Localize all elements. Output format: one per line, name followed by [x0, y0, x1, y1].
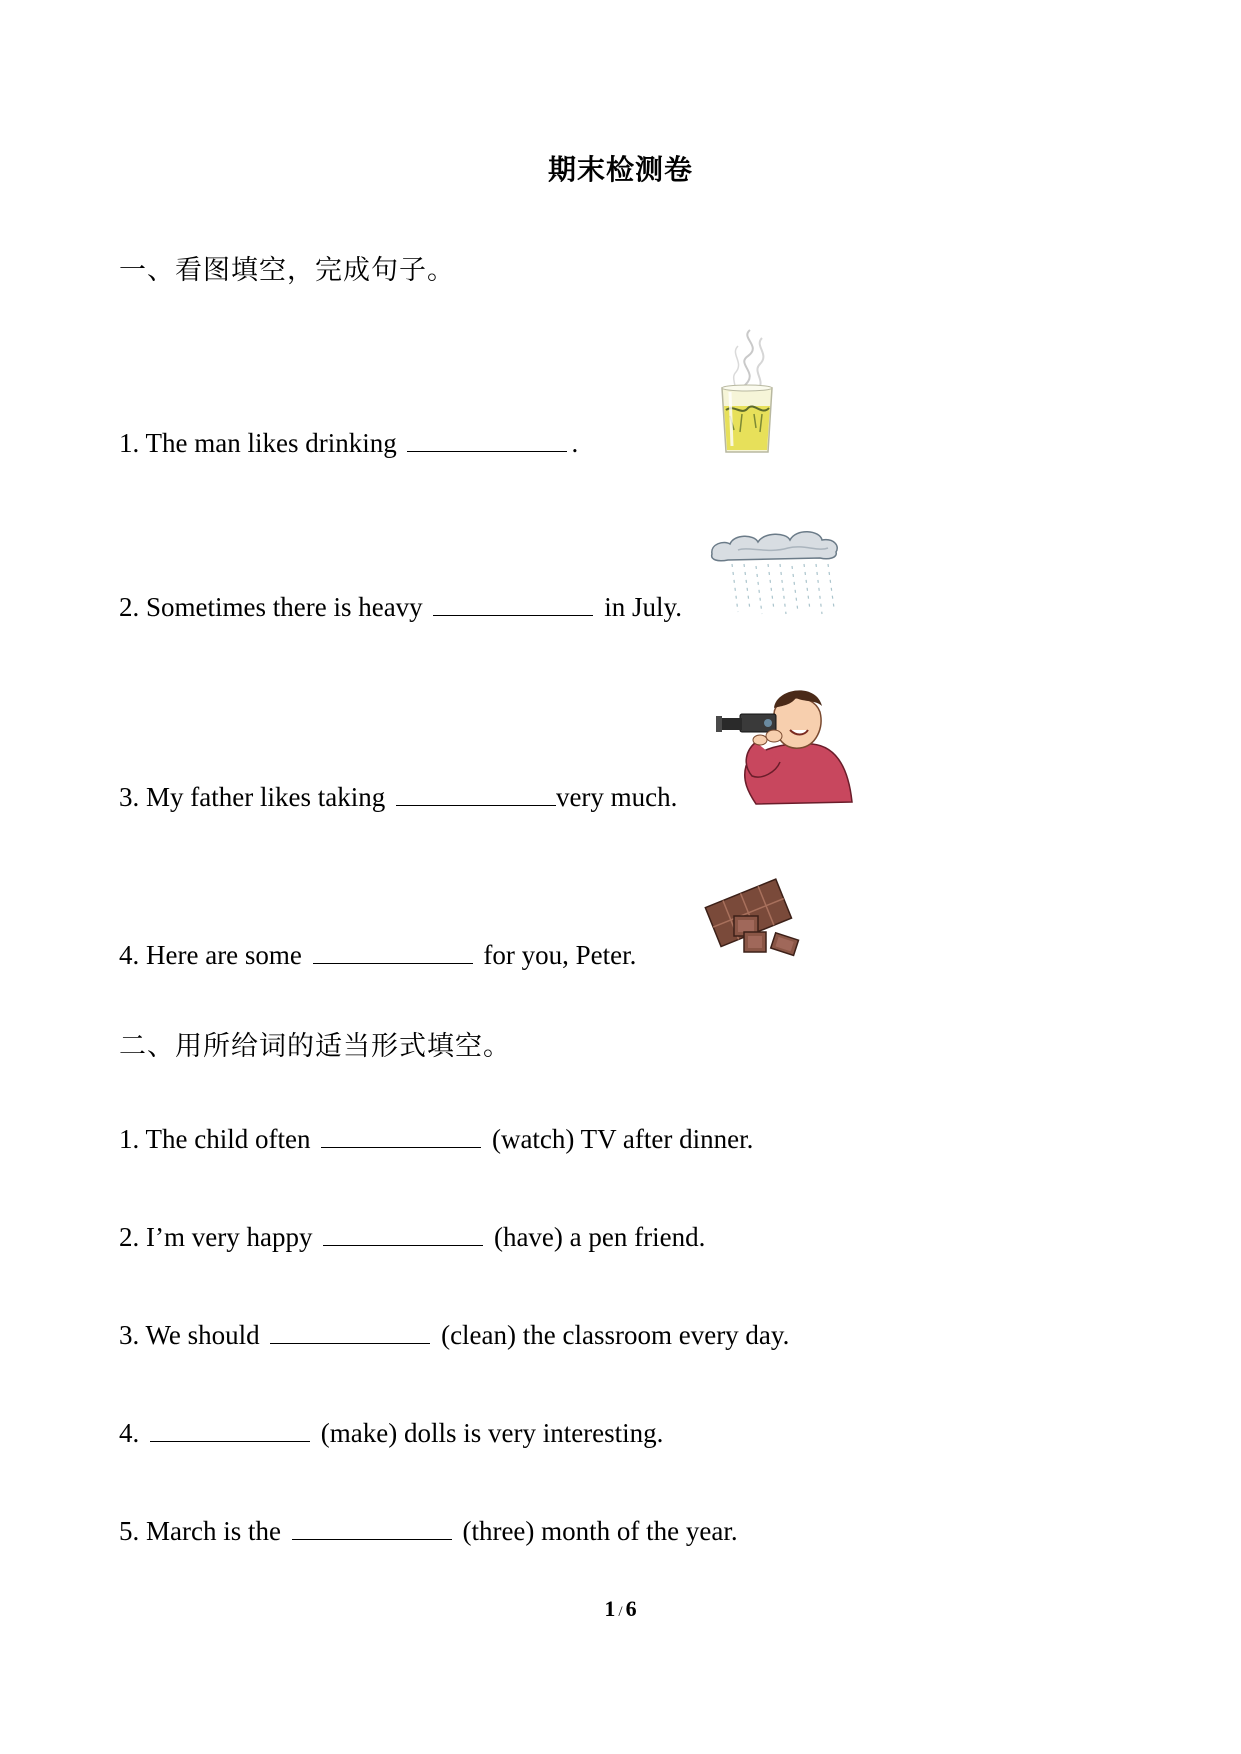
section-2-question-5: [119, 1516, 738, 1547]
question-text-before: 2. I’m very happy: [119, 1222, 320, 1252]
section-1-question-3: [119, 782, 677, 813]
question-text-after: in July.: [597, 592, 682, 622]
question-text-after: for you, Peter.: [476, 940, 637, 970]
section-2-question-1: [119, 1124, 753, 1155]
question-text-after: (have) a pen friend.: [487, 1222, 706, 1252]
question-text-before: 2. Sometimes there is heavy: [119, 592, 430, 622]
question-text-after: very much.: [555, 782, 678, 812]
question-text-before: 5. March is the: [119, 1516, 288, 1546]
man-with-camera-icon: [716, 684, 856, 806]
page-title: 期末检测卷: [547, 153, 693, 186]
rain-cloud-icon: [708, 524, 842, 616]
question-text-before: 3. We should: [119, 1320, 267, 1350]
question-text-before: 1. The child often: [119, 1124, 318, 1154]
question-text-after: (make) dolls is very interesting.: [314, 1418, 664, 1448]
answer-blank[interactable]: [396, 783, 556, 806]
answer-blank[interactable]: [321, 1125, 481, 1148]
section-1-question-1: [119, 428, 578, 459]
answer-blank[interactable]: [313, 941, 473, 964]
answer-blank[interactable]: [270, 1321, 430, 1344]
question-text-before: 4.: [119, 1418, 146, 1448]
section-2-question-2: [119, 1222, 705, 1253]
page-number: [0, 1596, 1241, 1622]
question-text-before: 3. My father likes taking: [119, 782, 392, 812]
question-text-after: (three) month of the year.: [455, 1516, 738, 1546]
answer-blank[interactable]: [150, 1419, 310, 1442]
question-text-after: (clean) the classroom every day.: [434, 1320, 790, 1350]
section-1-question-2: [119, 592, 682, 623]
answer-blank[interactable]: [433, 593, 593, 616]
answer-blank[interactable]: [407, 429, 567, 452]
section-2-question-3: [119, 1320, 789, 1351]
question-text-before: 4. Here are some: [119, 940, 309, 970]
tea-glass-icon: [712, 328, 782, 458]
section-2-question-4: [119, 1418, 663, 1449]
chocolate-icon: [704, 876, 804, 958]
section-1-question-4: [119, 940, 636, 971]
question-text-after: (watch) TV after dinner.: [485, 1124, 754, 1154]
page-separator: /: [618, 1604, 623, 1620]
section-2-heading: 二、用所给词的适当形式填空。: [119, 1031, 511, 1062]
answer-blank[interactable]: [323, 1223, 483, 1246]
question-text-after: .: [571, 428, 579, 458]
section-1-heading: 一、看图填空，完成句子。: [119, 255, 455, 286]
question-text-before: 1. The man likes drinking: [119, 428, 404, 458]
page-total: 6: [625, 1596, 637, 1621]
answer-blank[interactable]: [292, 1517, 452, 1540]
page-current: 1: [604, 1596, 616, 1621]
